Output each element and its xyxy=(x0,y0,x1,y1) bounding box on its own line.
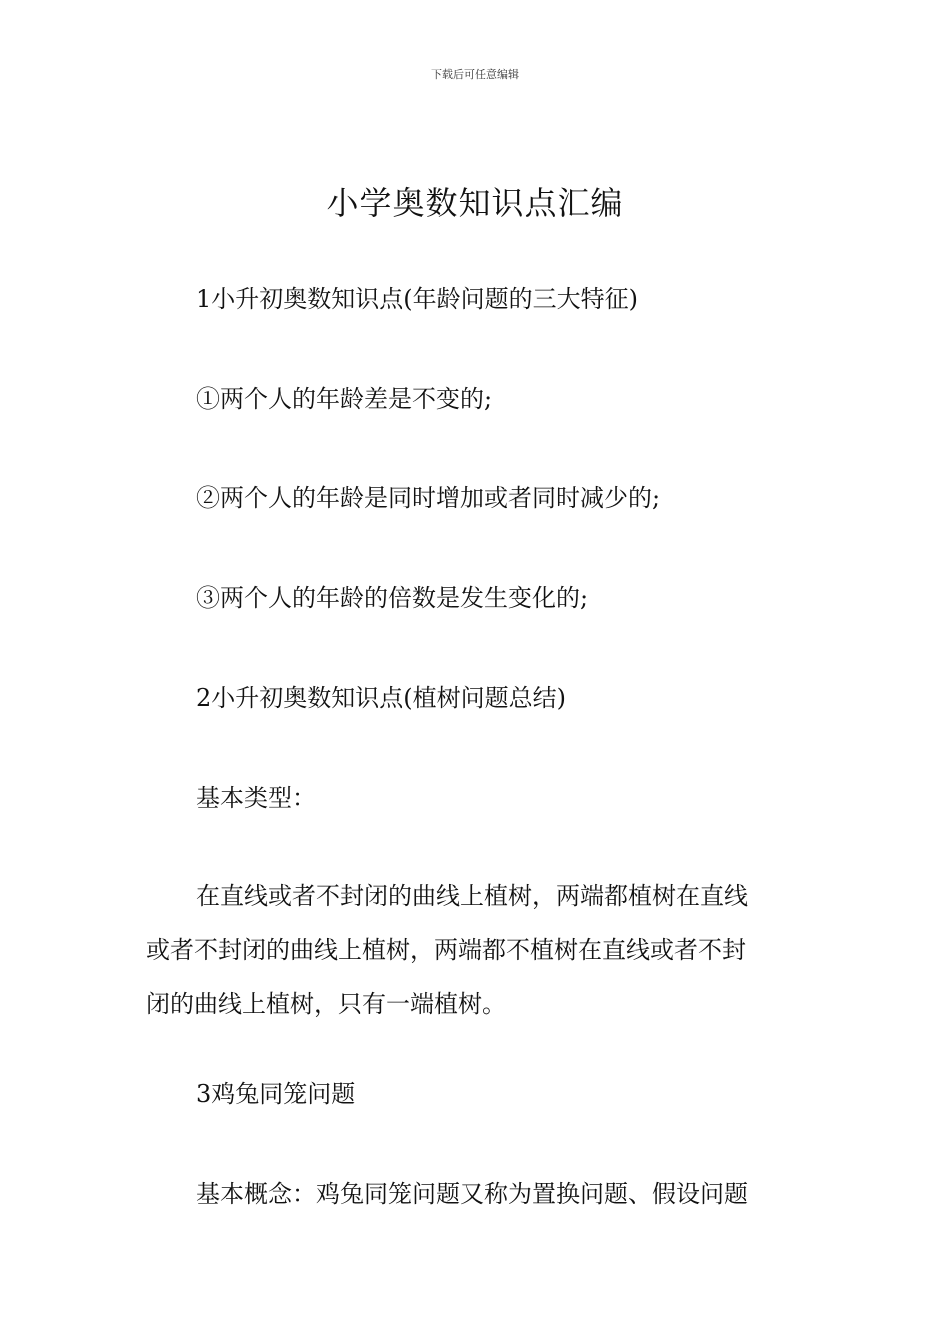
paragraph-chicken-rabbit-concept: 基本概念：鸡兔同笼问题又称为置换问题、假设问题 xyxy=(196,1180,748,1208)
paragraph-age-point-3: ③两个人的年龄的倍数是发生变化的; xyxy=(196,584,589,612)
body-line-1 xyxy=(146,869,816,923)
body-line-2: 或者不封闭的曲线上植树，两端都不植树在直线或者不封 xyxy=(146,936,746,964)
document-title: 小学奥数知识点汇编 xyxy=(326,184,624,222)
paragraph-age-heading: 1小升初奥数知识点(年龄问题的三大特征) xyxy=(196,285,638,313)
paragraph-age-point-2: ②两个人的年龄是同时增加或者同时减少的; xyxy=(196,484,661,512)
header-note: 下载后可任意编辑 xyxy=(431,68,519,81)
paragraph-age-point-1: ①两个人的年龄差是不变的; xyxy=(196,385,493,413)
paragraph-tree-heading: 2小升初奥数知识点(植树问题总结) xyxy=(196,684,566,712)
body-line-1-text: 在直线或者不封闭的曲线上植树，两端都植树在直线 xyxy=(196,882,748,910)
paragraph-chicken-rabbit-heading: 3鸡兔同笼问题 xyxy=(196,1080,356,1108)
paragraph-tree-types-body xyxy=(146,869,816,1031)
paragraph-basic-types: 基本类型： xyxy=(196,784,316,812)
body-line-3: 闭的曲线上植树，只有一端植树。 xyxy=(146,990,506,1018)
